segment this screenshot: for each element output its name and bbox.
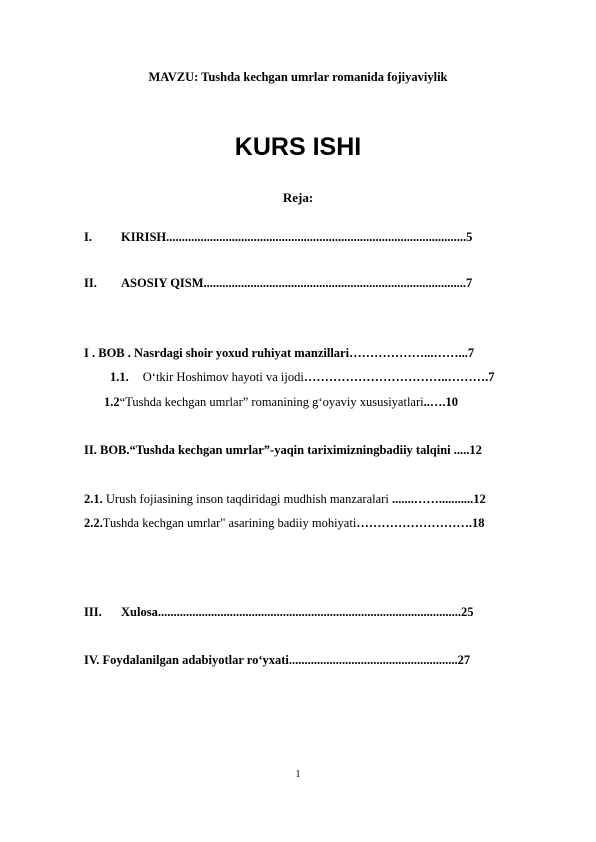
toc-section-2-2 xyxy=(84,516,484,531)
toc-section-2-2-label: Tushda kechgan umrlar" asarining badiiy mohiyati xyxy=(102,516,357,530)
toc-section-2-1-number: 2.1. xyxy=(84,492,103,506)
page-number: 1 xyxy=(295,769,301,780)
toc-section-1-1-number: 1.1. xyxy=(110,370,129,384)
toc-section-2-2-number: 2.2. xyxy=(84,516,103,530)
toc-main-number: II. xyxy=(84,276,97,290)
toc-main: ASOSIY QISM....................................................................................7 xyxy=(121,276,473,290)
plan-heading: Reja: xyxy=(282,190,314,205)
toc-chapter-2-prefix: II. BOB xyxy=(84,443,127,457)
toc-intro: KIRISH................................................................................................5 xyxy=(121,230,473,244)
toc-section-1-2-label: “Tushda kechgan umrlar” romanining g‘oyaviy xususiyatlari xyxy=(119,395,424,409)
toc-intro-number: I. xyxy=(84,230,92,244)
toc-section-1-2-number: 1.2 xyxy=(104,395,120,409)
toc-section-2-1-label: Urush fojiasining inson taqdiridagi mudhish manzaralari xyxy=(102,492,392,506)
toc-section-1-2 xyxy=(104,395,458,410)
toc-section-1-1-label: O‘tkir Hoshimov hayoti va ijodi xyxy=(142,370,304,384)
toc-chapter-1: I . BOB . Nasrdagi shoir yoxud ruhiyat manzillari………………...……...7 xyxy=(84,346,475,360)
toc-section-1-1 xyxy=(110,370,494,385)
toc-section-2-1-dots: .......……...........12 xyxy=(391,492,486,506)
toc-references: IV. Foydalanilgan adabiyotlar ro‘yxati......................................................27 xyxy=(84,653,471,667)
toc-chapter-2-label: .“Tushda kechgan umrlar”-yaqin tariximizningbadiiy talqini .....12 xyxy=(126,443,482,457)
toc-chapter-2 xyxy=(84,443,482,458)
toc-section-1-1-dots: ……………………………..……….7 xyxy=(303,370,495,384)
document-title: KURS ISHI xyxy=(234,133,362,161)
toc-section-2-1 xyxy=(84,492,486,507)
toc-conclusion: Xulosa.................................................................................................25 xyxy=(121,605,474,619)
toc-section-1-2-dots: ..….10 xyxy=(423,395,458,409)
toc-conclusion-number: III. xyxy=(84,605,102,619)
topic-line: MAVZU: Tushda kechgan umrlar romanida fojiyaviylik xyxy=(148,70,448,84)
toc-section-2-2-dots: ……………………….18 xyxy=(356,516,485,530)
